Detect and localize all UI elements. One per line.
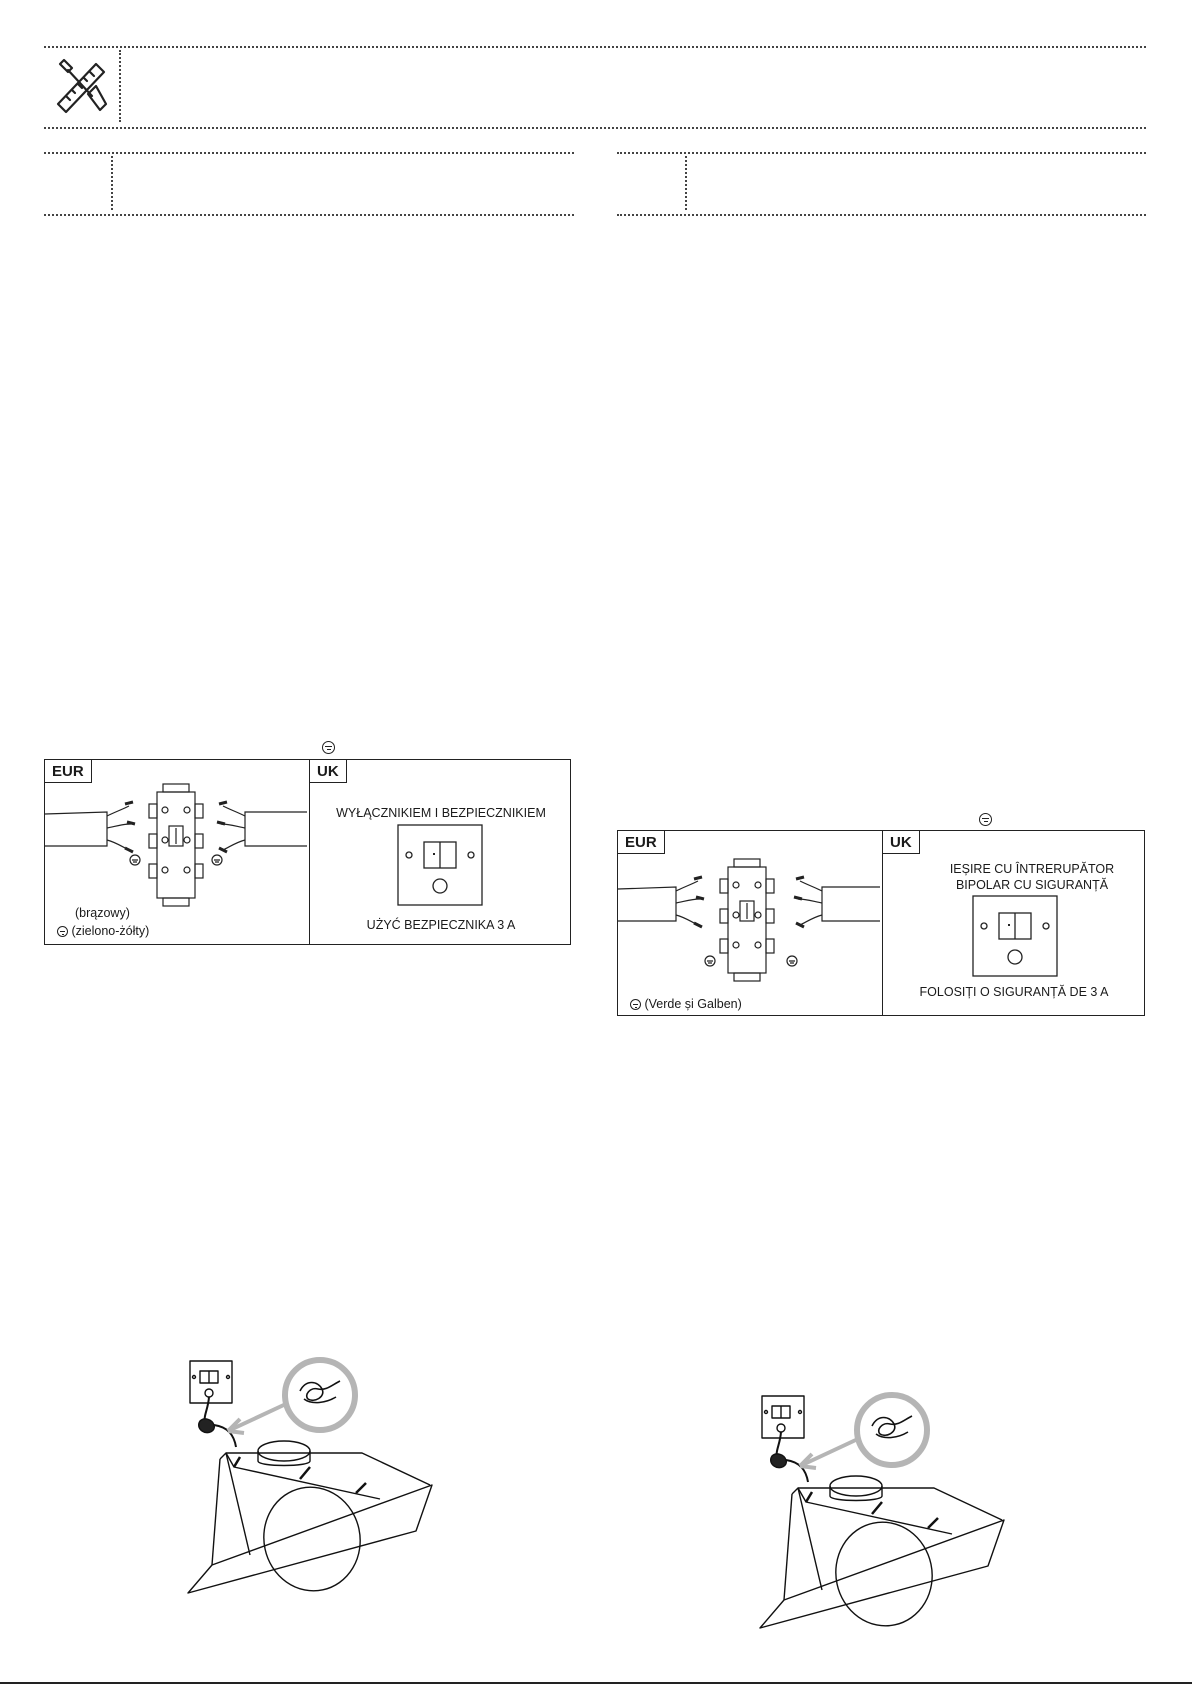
uk-switch-title-line-2: BIPOLAR CU SIGURANȚĂ [955,878,1109,892]
left-subheader-separator [111,156,113,210]
right-wiring-diagram [617,830,1145,1016]
left-subheader-top-rule [44,152,574,154]
eur-earth-label: (zielono-żółty) [57,923,149,939]
eur-tag: EUR [45,760,92,783]
uk-switch-title-line-1: IEȘIRE CU ÎNTRERUPĂTOR [949,862,1115,876]
left-subheader-bottom-rule [44,214,574,216]
eur-terminal-block-illustration [45,790,307,910]
uk-switched-socket-illustration [397,824,483,906]
uk-tag: UK [883,831,920,854]
right-subheader-separator [685,156,687,210]
header-separator [119,50,121,122]
header-top-rule [44,46,1146,48]
eur-brown-label: (brązowy) [75,906,130,920]
header-bottom-rule [44,127,1146,129]
eur-tag: EUR [618,831,665,854]
earth-ground-icon [322,741,335,754]
earth-ground-icon [979,813,992,826]
earth-ground-icon [57,926,68,937]
page-bottom-rule [0,1682,1192,1684]
right-subheader-top-rule [617,152,1146,154]
earth-ground-icon [630,999,641,1010]
uk-tag: UK [310,760,347,783]
eur-earth-label: (Verde și Galben) [630,996,742,1012]
cooker-hood-connection-illustration [752,1390,1012,1640]
uk-switch-title: WYŁĄCZNIKIEM I BEZPIECZNIKIEM [336,806,546,820]
uk-fuse-note: FOLOSIȚI O SIGURANȚĂ DE 3 A [919,985,1109,999]
cooker-hood-connection-illustration [180,1355,440,1605]
screwdriver-ruler-icon [52,56,108,116]
left-wiring-diagram [44,759,571,945]
uk-switched-socket-illustration [972,895,1058,977]
right-subheader-bottom-rule [617,214,1146,216]
uk-fuse-note: UŻYĆ BEZPIECZNIKA 3 A [366,918,516,932]
eur-terminal-block-illustration [618,865,880,985]
